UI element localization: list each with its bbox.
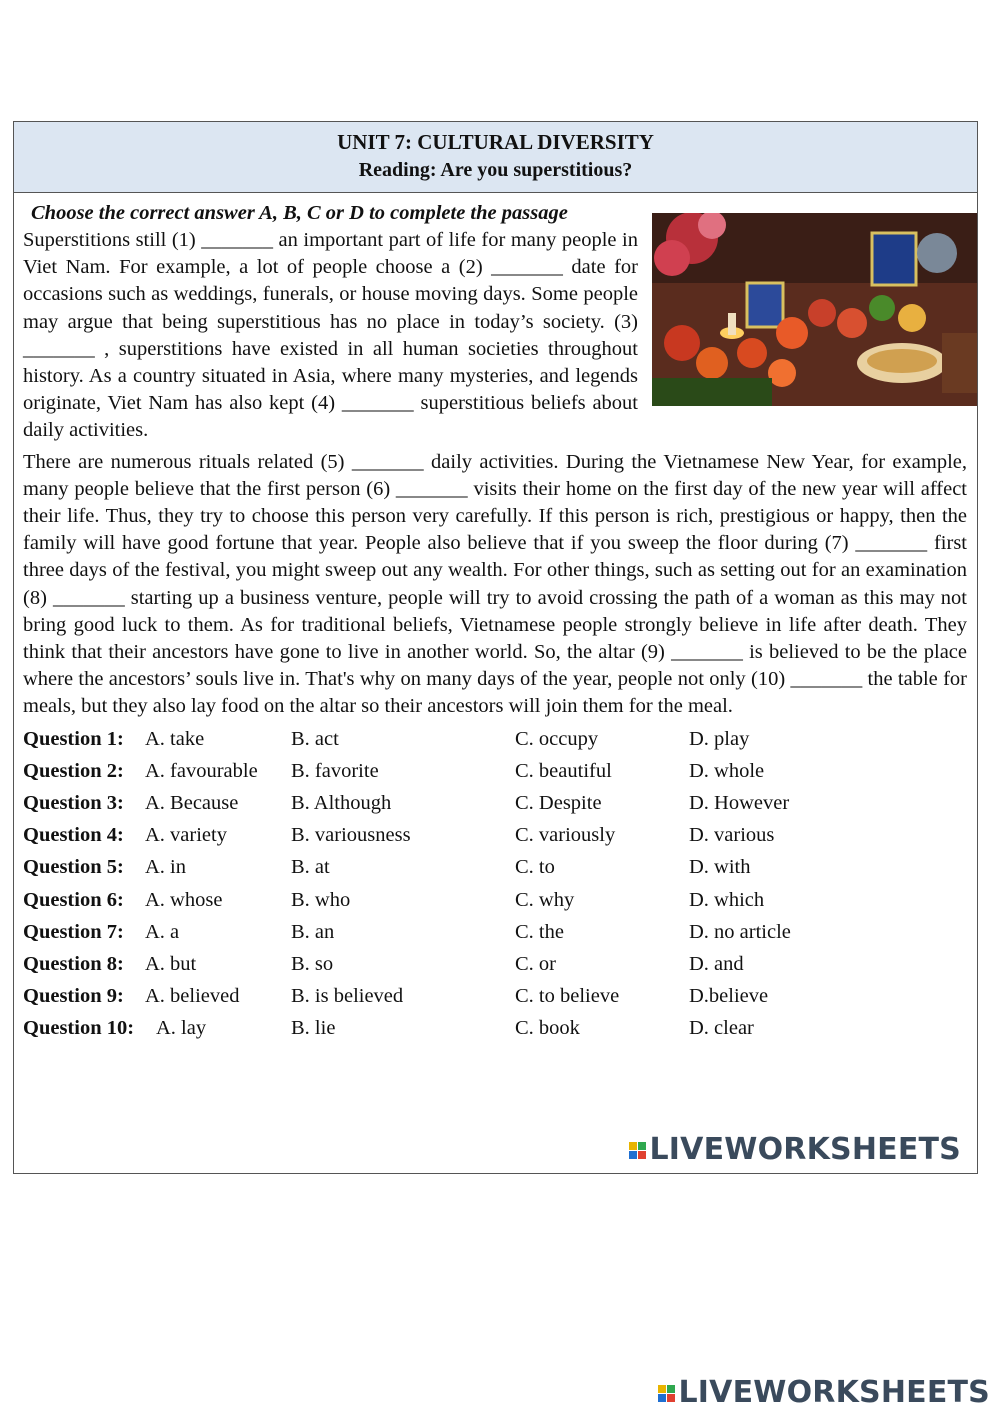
logo-text: LIVEWORKSHEETS (649, 1132, 961, 1167)
reading-title: Reading: Are you superstitious? (358, 159, 633, 181)
answer-option-d[interactable]: D. play (689, 727, 750, 750)
question-row (23, 884, 967, 916)
logo-grid-icon (658, 1385, 675, 1402)
answer-option-c[interactable]: C. why (515, 888, 575, 911)
question-row (23, 1012, 967, 1044)
answer-option-b[interactable]: B. lie (291, 1017, 336, 1040)
answer-option-b[interactable]: B. Although (291, 792, 392, 815)
question-label: Question 10: (23, 1017, 135, 1040)
answer-option-a[interactable]: A. favourable (145, 759, 258, 782)
answer-option-b[interactable]: B. is believed (291, 985, 404, 1008)
worksheet (13, 121, 978, 1174)
answer-option-d[interactable]: D. whole (689, 759, 765, 782)
question-row (23, 755, 967, 787)
passage-paragraph-1: Superstitions still (1) _______ an important part of life for many people in Viet Nam. For example, a lot of people choose a (2) _______ date for occasions such as weddings, funerals, or house moving days. Some people may argue that being superstitious has no place in today’s society. (3) _______ , superstitions have existed in all human societies throughout history. As a country situated in Asia, where many mysteries, and legends originate, Viet Nam has also kept (4) _______ superstitious beliefs about daily activities. (23, 229, 638, 442)
answer-option-b[interactable]: B. variousness (291, 824, 411, 847)
answer-option-b[interactable]: B. act (291, 727, 339, 750)
answer-option-d[interactable]: D.believe (689, 985, 769, 1008)
question-row (23, 723, 967, 755)
answer-option-c[interactable]: C. beautiful (515, 759, 612, 782)
question-label: Question 4: (23, 824, 124, 847)
answer-option-b[interactable]: B. so (291, 952, 334, 975)
question-row (23, 916, 967, 948)
worksheet-header (14, 122, 977, 193)
answer-option-d[interactable]: D. no article (689, 920, 791, 943)
logo-grid-icon (629, 1142, 646, 1159)
question-label: Question 3: (23, 792, 124, 815)
answer-option-b[interactable]: B. at (291, 856, 330, 879)
question-label: Question 8: (23, 952, 124, 975)
answer-option-c[interactable]: C. variously (515, 824, 616, 847)
answer-option-b[interactable]: B. favorite (291, 759, 379, 782)
answer-option-a[interactable]: A. a (145, 920, 180, 943)
question-row (23, 948, 967, 980)
answer-option-d[interactable]: D. and (689, 952, 744, 975)
answer-option-c[interactable]: C. occupy (515, 727, 599, 750)
answer-option-d[interactable]: D. clear (689, 1017, 754, 1040)
answer-option-c[interactable]: C. or (515, 952, 556, 975)
question-row (23, 787, 967, 819)
question-label: Question 6: (23, 888, 124, 911)
logo-text-footer: LIVEWORKSHEETS (678, 1375, 990, 1410)
answer-option-b[interactable]: B. who (291, 888, 351, 911)
question-row (23, 819, 967, 851)
question-label: Question 5: (23, 856, 124, 879)
answer-option-c[interactable]: C. to (515, 856, 555, 879)
worksheet-content (14, 193, 977, 1045)
passage-paragraph-2: There are numerous rituals related (5) _______ daily activities. During the Vietnamese New Year, for example, many people believe that the first person (6) _______ visits their home on the first day of the new year will affect their life. Thus, they try to choose this person very carefully. If this person is rich, prestigious or happy, then the family will have good fortune that year. People also believe that if you sweep the floor during (7) _______ first three days of the festival, you might sweep out any wealth. For other things, such as setting out for an examination (8) _______ starting up a business venture, people will try to avoid crossing the path of a woman as this may not bring good luck to them. As for traditional beliefs, Vietnamese people strongly believe in life after death. They think that their ancestors have gone to live in another world. So, the altar (9) _______ is believed to be the place where the ancestors’ souls live in. That's why on many days of the year, people not only (10) _______ the table for meals, but they also lay food on the altar so their ancestors will join them for the meal. (23, 450, 967, 718)
answer-option-b[interactable]: B. an (291, 920, 335, 943)
altar-photo (652, 213, 977, 406)
answer-option-d[interactable]: D. various (689, 824, 775, 847)
question-label: Question 1: (23, 727, 124, 750)
liveworksheets-logo-footer[interactable] (658, 1375, 990, 1410)
answer-option-d[interactable]: D. which (689, 888, 765, 911)
question-list (23, 723, 967, 1045)
answer-option-d[interactable]: D. However (689, 792, 790, 815)
answer-option-a[interactable]: A. Because (145, 792, 239, 815)
liveworksheets-logo (629, 1132, 961, 1167)
question-label: Question 2: (23, 759, 124, 782)
answer-option-d[interactable]: D. with (689, 856, 751, 879)
question-label: Question 9: (23, 985, 124, 1008)
instruction-text: Choose the correct answer A, B, C or D to complete the passage (31, 202, 568, 224)
answer-option-c[interactable]: C. to believe (515, 985, 620, 1008)
answer-option-a[interactable]: A. variety (145, 824, 227, 847)
question-row (23, 980, 967, 1012)
unit-title: UNIT 7: CULTURAL DIVERSITY (337, 130, 654, 154)
answer-option-c[interactable]: C. the (515, 920, 564, 943)
answer-option-c[interactable]: C. book (515, 1017, 580, 1040)
answer-option-a[interactable]: A. believed (145, 985, 240, 1008)
question-row (23, 851, 967, 883)
answer-option-a[interactable]: A. whose (145, 888, 223, 911)
answer-option-a[interactable]: A. take (145, 727, 205, 750)
answer-option-c[interactable]: C. Despite (515, 792, 602, 815)
answer-option-a[interactable]: A. in (145, 856, 186, 879)
question-label: Question 7: (23, 920, 124, 943)
answer-option-a[interactable]: A. but (145, 952, 197, 975)
answer-option-a[interactable]: A. lay (156, 1017, 207, 1040)
